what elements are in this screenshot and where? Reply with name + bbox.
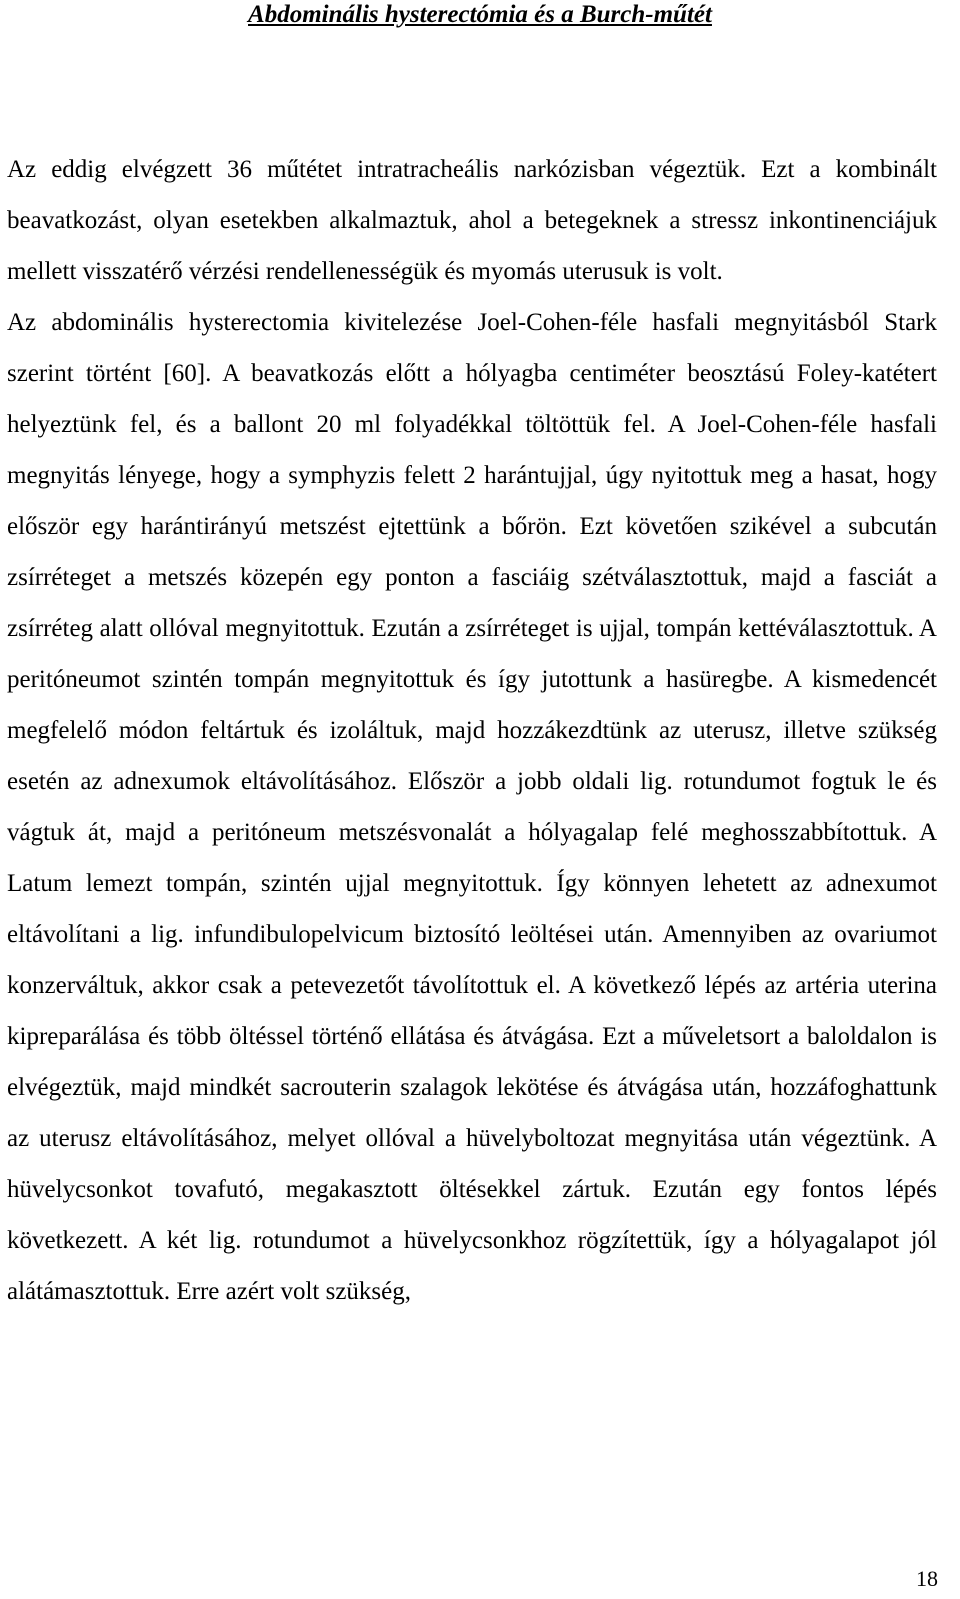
body-text (7, 144, 937, 1317)
paragraph: Az eddig elvégzett 36 műtétet intratracheális narkózisban végeztük. Ezt a kombinált beavatkozást, olyan esetekben alkalmaztuk, ahol a betegeknek a stressz inkontinenciájuk mellett visszatérő vérzési rendellenességük és myomás uterusuk is volt. (7, 156, 937, 285)
paragraph: Az abdominális hysterectomia kivitelezése Joel-Cohen-féle hasfali megnyitásból Stark szerint történt [60]. A beavatkozás előtt a hólyagba centiméter beosztású Foley-katétert helyeztünk fel, és a ballont 20 ml folyadékkal töltöttük fel. A Joel-Cohen-féle hasfali megnyitás lényege, hogy a symphyzis felett 2 harántujjal, úgy nyitottuk meg a hasat, hogy először egy harántirányú metszést ejtettünk a bőrön. Ezt követően szikével a subcután zsírréteget a metszés közepén egy ponton a fasciáig szétválasztottuk, majd a fasciát a zsírréteg alatt ollóval megnyitottuk. Ezután a zsírréteget is ujjal, tompán kettéválasztottuk. A peritóneumot szintén tompán megnyitottuk és így jutottunk a hasüregbe. A kismedencét megfelelő módon feltártuk és izoláltuk, majd hozzákezdtünk az uterusz, illetve szükség esetén az adnexumok eltávolításához. Először a jobb oldali lig. rotundumot fogtuk le és vágtuk át, majd a peritóneum metszésvonalát a hólyagalap felé meghosszabbítottuk. A Latum lemezt tompán, szintén ujjal megnyitottuk. Így könnyen lehetett az adnexumot eltávolítani a lig. infundibulopelvicum biztosító leöltései után. Amennyiben az ovariumot konzerváltuk, akkor csak a petevezetőt távolítottuk el. A következő lépés az artéria uterina kipreparálása és több öltéssel történő ellátása és átvágása. Ezt a műveletsort a baloldalon is elvégeztük, majd mindkét sacrouterin szalagok lekötése és átvágása után, hozzáfoghattunk az uterusz eltávolításához, melyet ollóval a hüvelyboltozat megnyitása után végeztünk. A hüvelycsonkot tovafutó, megakasztott öltésekkel zártuk. Ezután egy fontos lépés következett. A két lig. rotundumot a hüvelycsonkhoz rögzítettük, így a hólyagalapot jól alátámasztottuk. Erre azért volt szükség, (7, 309, 937, 1305)
page-number: 18 (916, 1566, 938, 1591)
page-title: Abdominális hysterectómia és a Burch-műtét (248, 1, 712, 28)
